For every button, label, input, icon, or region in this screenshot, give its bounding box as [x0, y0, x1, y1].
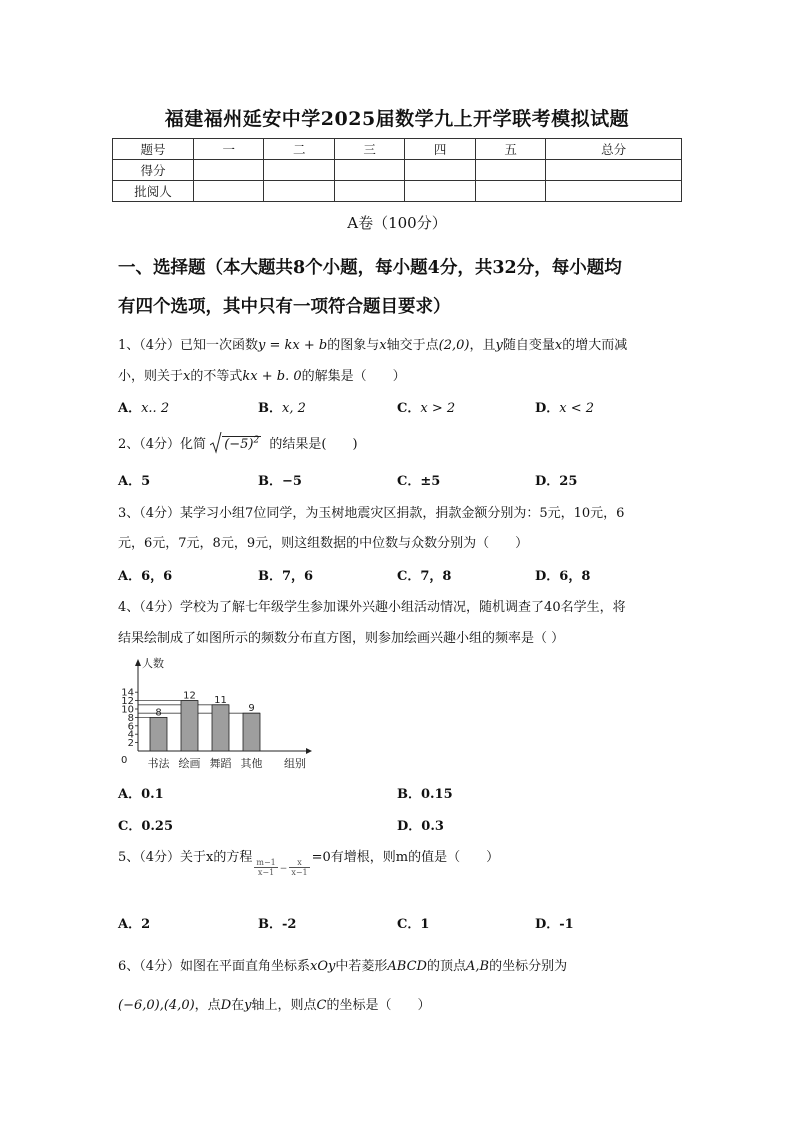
table-cell: 批阅人 [113, 181, 194, 202]
score-table [112, 138, 682, 202]
q1-text: 轴交于点 [386, 338, 439, 353]
q6-math: ABCD [387, 959, 427, 974]
q3-option-d[interactable]: D．6，8 [535, 569, 591, 584]
x-category-label: 舞蹈 [209, 757, 232, 770]
grader-field[interactable] [194, 181, 264, 202]
q1-text: 小，则关于 [118, 369, 184, 384]
fraction-denominator: x−1 [291, 868, 308, 877]
q1-option-a[interactable] [118, 397, 169, 416]
q5-text: =0有增根，则m的值是（ ） [311, 850, 500, 865]
x-category-label: 书法 [147, 757, 170, 770]
option-letter: C． [397, 401, 421, 416]
score-field[interactable] [264, 160, 334, 181]
sqrt-expression [210, 436, 261, 452]
bar-value-label: 9 [248, 703, 255, 715]
q6-math: D [220, 998, 232, 1013]
q2-option-a[interactable]: A．5 [118, 474, 151, 489]
grader-field[interactable] [405, 181, 475, 202]
score-field[interactable] [405, 160, 475, 181]
question-4-line1: 4、（4分）学校为了解七年级学生参加课外兴趣小组活动情况，随机调查了40名学生，将 [118, 600, 626, 615]
y-tick-label: 2 [127, 738, 134, 750]
question-5 [118, 846, 500, 877]
q6-math: xOy [310, 959, 336, 974]
histogram-bar [243, 713, 260, 751]
histogram-bar [181, 701, 198, 751]
q6-math: y [244, 998, 252, 1013]
histogram-bar [212, 705, 229, 751]
bar-value-label: 11 [214, 694, 227, 706]
y-tick-label: 0 [121, 755, 128, 766]
q6-text: ，点 [194, 998, 221, 1013]
table-cell: 一 [194, 139, 264, 160]
q2-text: 的结果是( ) [269, 437, 358, 452]
q6-text: 6、（4分）如图在平面直角坐标系 [118, 959, 311, 974]
fraction-numerator: x [289, 858, 309, 868]
fraction-numerator: m−1 [256, 858, 276, 867]
question-3-line1: 3、（4分）某学习小组7位同学，为玉树地震灾区捐款，捐款金额分别为：5元，10元，6 [118, 506, 625, 521]
option-letter: D． [535, 401, 560, 416]
table-cell: 四 [405, 139, 475, 160]
q2-radicand: (−5) [224, 437, 254, 452]
table-cell: 得分 [113, 160, 194, 181]
score-table-row [113, 181, 682, 202]
y-tick-label: 12 [121, 696, 134, 708]
q5-option-d[interactable]: D．-1 [535, 917, 574, 932]
x-category-label: 其他 [240, 757, 263, 770]
q6-text: 的坐标分别为 [489, 959, 568, 974]
q1-text: 的增大而减 [562, 338, 628, 353]
x-axis-arrow-icon [306, 748, 312, 754]
q6-math: A,B [465, 959, 490, 974]
q5-option-b[interactable]: B．-2 [258, 917, 297, 932]
q5-option-c[interactable]: C．1 [397, 917, 430, 932]
section-a-heading: A卷（100分） [347, 214, 447, 232]
score-field[interactable] [546, 160, 682, 181]
section1-title-line2: 有四个选项，其中只有一项符合题目要求） [118, 297, 451, 317]
question-6-line2 [118, 994, 430, 1013]
q3-option-a[interactable]: A．6，6 [118, 569, 173, 584]
table-cell: 题号 [113, 139, 194, 160]
q1-inequality: kx + b. 0 [242, 369, 302, 384]
y-tick-label: 8 [127, 712, 134, 724]
bar-value-label: 12 [183, 690, 196, 702]
q1-text: 的解集是（ ） [301, 369, 406, 384]
x-axis-label: 组别 [284, 757, 306, 770]
q2-option-b[interactable]: B．−5 [258, 474, 302, 489]
bar-value-label: 8 [155, 707, 162, 719]
q1-text: 1、（4分）已知一次函数 [118, 338, 259, 353]
fraction-1 [254, 858, 277, 877]
option-value: x < 2 [559, 401, 595, 416]
q6-math: C [316, 998, 327, 1013]
fraction-denominator: x−1 [257, 868, 275, 877]
q4-option-a[interactable]: A．0.1 [118, 787, 164, 802]
page-title: 福建福州延安中学2025届数学九上开学联考模拟试题 [164, 108, 630, 130]
x-category-label: 绘画 [178, 757, 201, 770]
q4-option-c[interactable]: C．0.25 [118, 819, 174, 834]
option-value: x, 2 [282, 401, 306, 416]
score-table-header-row [113, 139, 682, 160]
question-1-line1 [118, 334, 627, 353]
q2-exponent: 2 [253, 435, 260, 446]
minus-sign: − [279, 864, 288, 874]
q1-var: y [495, 338, 503, 353]
y-tick-label: 14 [121, 687, 134, 699]
question-1-line2 [118, 365, 406, 384]
q5-text: 5、（4分）关于x的方程 [118, 850, 253, 865]
q1-var: x [183, 369, 191, 384]
grader-field[interactable] [264, 181, 334, 202]
q1-text: ，且 [469, 338, 496, 353]
section1-title-line1: 一、选择题（本大题共8个小题，每小题4分，共32分，每小题均 [118, 258, 622, 278]
q1-option-b[interactable] [258, 397, 306, 416]
q1-option-d[interactable] [535, 397, 594, 416]
fraction-2 [289, 858, 309, 877]
q4-option-d[interactable]: D．0.3 [397, 819, 444, 834]
q2-text: 2、（4分）化简 [118, 437, 207, 452]
q3-option-c[interactable]: C．7，8 [397, 569, 452, 584]
histogram-bar [150, 717, 167, 751]
q2-option-d[interactable]: D．25 [535, 474, 578, 489]
q1-function: y = kx + b [258, 338, 328, 353]
table-cell: 三 [334, 139, 404, 160]
question-3-line2: 元，6元，7元，8元，9元，则这组数据的中位数与众数分别为（ ） [118, 536, 529, 551]
q1-var: x [379, 338, 387, 353]
grader-field[interactable] [546, 181, 682, 202]
option-value: x.. 2 [141, 401, 170, 416]
score-field[interactable] [194, 160, 264, 181]
q1-text: 的不等式 [190, 369, 243, 384]
y-axis-label: 人数 [142, 657, 164, 670]
chart-bars [150, 701, 260, 751]
q4-option-b[interactable]: B．0.15 [397, 787, 453, 802]
y-tick-label: 4 [127, 729, 134, 741]
y-tick-label: 10 [121, 704, 134, 716]
q6-text: 轴上，则点 [251, 998, 317, 1013]
option-letter: B． [258, 401, 282, 416]
option-letter: A． [118, 401, 142, 416]
sqrt-sign-icon [210, 432, 222, 454]
score-field[interactable] [334, 160, 404, 181]
q1-text: 的图象与 [327, 338, 380, 353]
q6-text: 的坐标是（ ） [326, 998, 431, 1013]
y-axis-arrow-icon [135, 659, 141, 666]
q6-text: 在 [231, 998, 245, 1013]
table-cell: 五 [475, 139, 545, 160]
q2-option-c[interactable]: C．±5 [397, 474, 441, 489]
option-value: x > 2 [420, 401, 456, 416]
question-4-line2: 结果绘制成了如图所示的频数分布直方图，则参加绘画兴趣小组的频率是（ ） [118, 631, 565, 646]
histogram-chart [112, 652, 322, 774]
q5-option-a[interactable]: A．2 [118, 917, 151, 932]
q1-var: x [554, 338, 563, 353]
question-2 [118, 433, 358, 452]
q6-text: 的顶点 [426, 959, 466, 974]
question-6-line1 [118, 955, 567, 974]
q6-text: 中若菱形 [335, 959, 388, 974]
grader-field[interactable] [334, 181, 404, 202]
score-table-row [113, 160, 682, 181]
q1-text: 随自变量 [502, 338, 555, 353]
table-cell: 总分 [546, 139, 682, 160]
q3-option-b[interactable]: B．7，6 [258, 569, 314, 584]
q6-coords: (−6,0),(4,0) [118, 998, 195, 1013]
q1-point: (2,0) [438, 338, 470, 353]
grader-field[interactable] [475, 181, 545, 202]
score-field[interactable] [475, 160, 545, 181]
y-tick-label: 6 [127, 721, 134, 733]
q1-option-c[interactable] [397, 397, 455, 416]
table-cell: 二 [264, 139, 334, 160]
